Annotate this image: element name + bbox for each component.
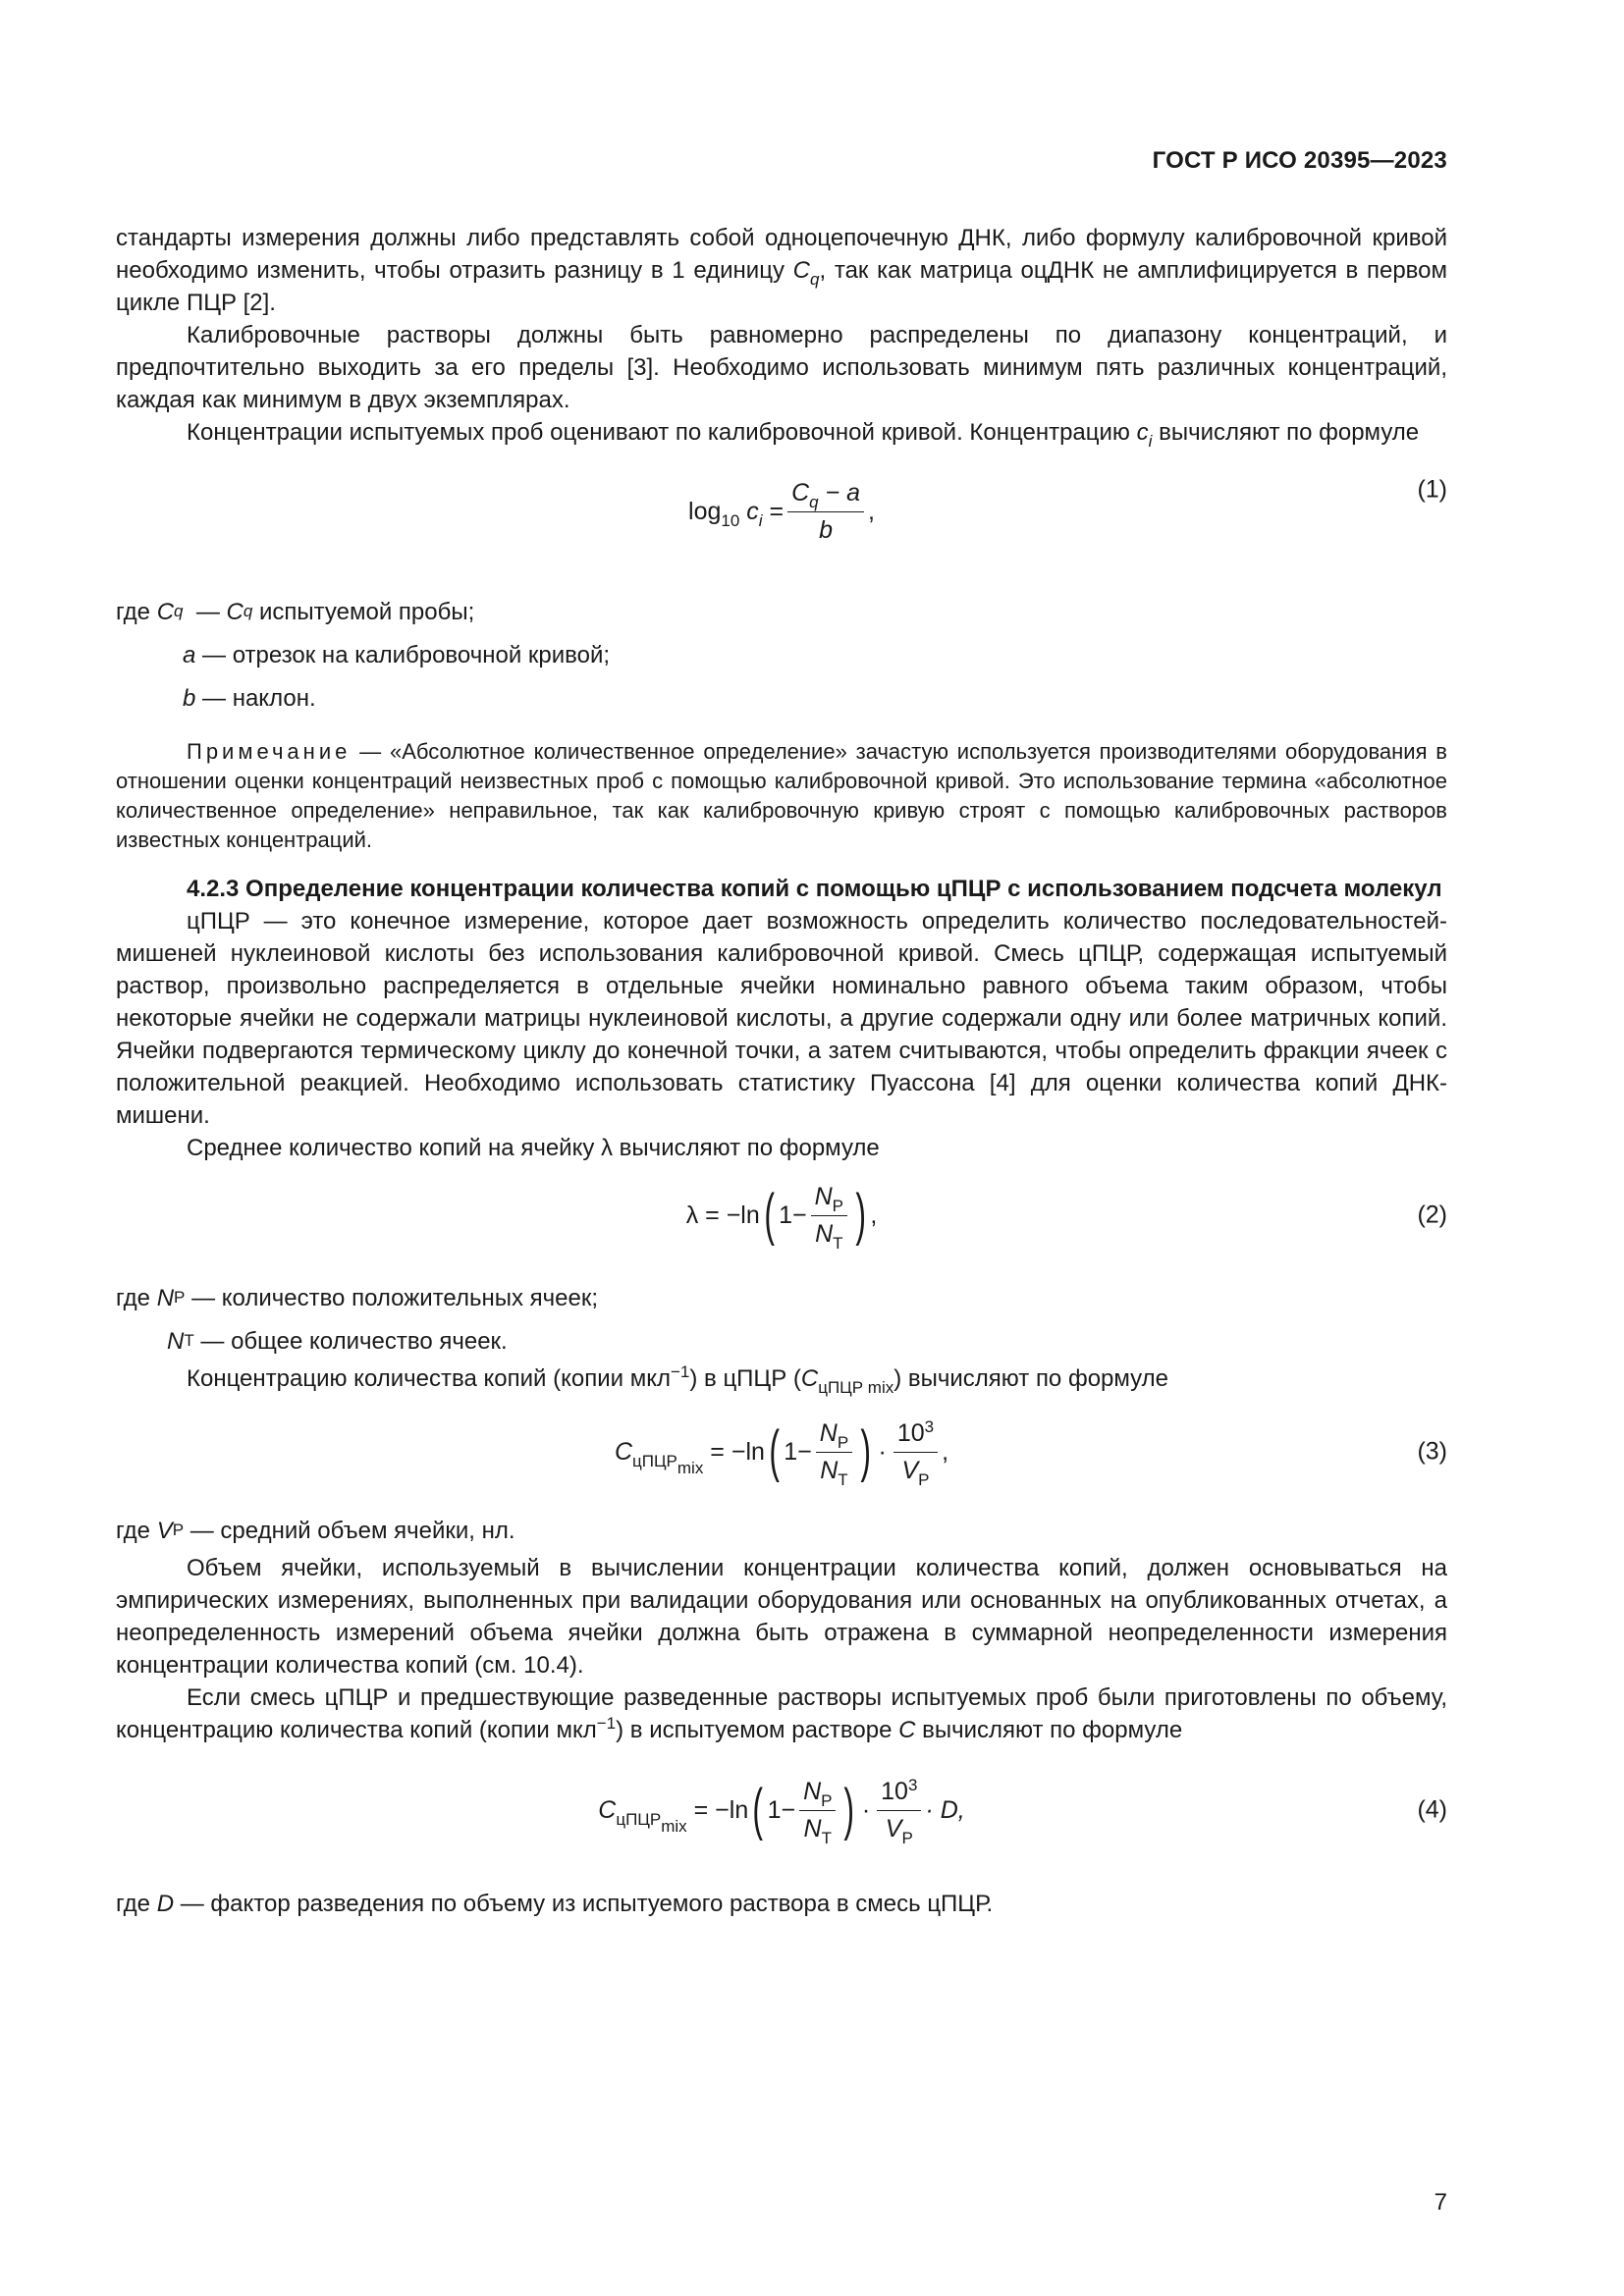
- paragraph: Концентрацию количества копий (копии мкл$^{-1}$) в цПЦР $(C_{цПЦР mix})$ вычисляют по формуле: [187, 1362, 1168, 1397]
- where-item: где V P — средний объем ячейки, нл.: [116, 1517, 515, 1544]
- paragraph: цПЦР — это конечное измерение, которое дает возможность определить количество последовательностей-мишеней нуклеиновой кислоты без использования калибровочной кривой. Смесь цПЦР, содержащая испытуемый раствор, произвольно распределяется в отдельные ячейки номинально равного объема таким образом, чтобы некоторые ячейки не содержали матрицы нуклеиновой кислоты, а другие содержали одну или более матричных копий. Ячейки подвергаются термическому циклу до конечной точки, а затем считываются, чтобы определить фракции ячеек с положительной реакцией. Необходимо использовать статистику Пуассона [4] для оценки количества копий ДНК-мишени.: [116, 908, 1447, 1129]
- where-item: b — наклон.: [183, 684, 316, 712]
- where-list-2: [116, 1276, 1447, 1362]
- note-label: Примечание: [187, 739, 352, 764]
- page-number: 7: [1434, 2189, 1447, 2216]
- paragraph: Калибровочные растворы должны быть равномерно распределены по диапазону концентраций, и предпочтительно выходить за его пределы [3]. Необходимо использовать минимум пять различных концентраций, каждая как минимум в двух экземплярах.: [116, 322, 1447, 413]
- paragraph: Среднее количество копий на ячейку λ вычисляют по формуле: [187, 1135, 880, 1161]
- paragraph: стандарты измерения должны либо представлять собой одноцепочечную ДНК, либо формулу калибровочной кривой необходимо изменить, чтобы отразить разницу в 1 единицу $C_q$, так как матрица оцДНК не амплифицируется в первом цикле ПЦР [2].: [116, 225, 1448, 316]
- equation-number: (3): [1417, 1437, 1447, 1466]
- where-item: где N P — количество положительных ячеек;: [116, 1284, 599, 1311]
- where-item: a — отрезок на калибровочной кривой;: [183, 641, 611, 668]
- where-list-1: [116, 590, 1447, 720]
- paragraph: Концентрации испытуемых проб оценивают по калибровочной кривой. Концентрацию $c_i$ вычисляют по формуле: [187, 419, 1420, 451]
- equation-number: (1): [1417, 475, 1447, 504]
- document-header: ГОСТ Р ИСО 20395—2023: [1152, 147, 1447, 174]
- formula-2: λ = −ln ( 1− $\frac{N_P}{N_T}$ ) , (2): [685, 1182, 1447, 1253]
- equation-number: (2): [1417, 1201, 1447, 1229]
- page-content: [116, 222, 1447, 1925]
- paragraph: Объем ячейки, используемый в вычислении концентрации количества копий, должен основываться на эмпирических измерениях, выполненных при валидации оборудования или основанных на опубликованных отчетах, а неопределенность измерений объема ячейки должна быть отражена в суммарной неопределенности измерения концентрации количества копий (см. 10.4).: [116, 1555, 1447, 1679]
- where-item: N T — общее количество ячеек.: [167, 1327, 508, 1355]
- paragraph: Если смесь цПЦР и предшествующие разведенные растворы испытуемых проб были приготовлены по объему, концентрацию количества копий (копии мкл$^{-1}$) в испытуемом растворе C вычисляют по формуле: [116, 1684, 1447, 1743]
- section-heading: 4.2.3 Определение концентрации количества копий с помощью цПЦР с использованием подсчета молекул: [187, 876, 1442, 902]
- formula-4: $C_{цПЦР_{mix}} = -\ln$ ( 1− $\frac{N_P}{N_T}$ ) · $\frac{10^3}{V_P}$ · D, (4): [598, 1775, 1447, 1847]
- equation-number: (4): [1417, 1795, 1447, 1824]
- note: Примечание — «Абсолютное количественное определение» зачастую используется производителями оборудования в отношении оценки концентраций неизвестных проб с помощью калибровочной кривой. Это использование термина «абсолютное количественное определение» неправильное, так как калибровочную кривую строят с помощью калибровочных растворов известных концентраций.: [116, 739, 1447, 852]
- formula-3: $C_{цПЦР_{mix}} = -\ln$ ( 1− $\frac{N_P}{N_T}$ ) · $\frac{10^3}{V_P}$ , (3): [614, 1416, 1447, 1489]
- where-item: где D — фактор разведения по объему из испытуемого раствора в смесь цПЦР.: [116, 1890, 994, 1917]
- where-item: где C q — C q испытуемой пробы;: [116, 598, 475, 625]
- formula-1: $\log_{10} c_i$ = $\frac{C_q - a}{b}$ , (1): [688, 475, 1447, 544]
